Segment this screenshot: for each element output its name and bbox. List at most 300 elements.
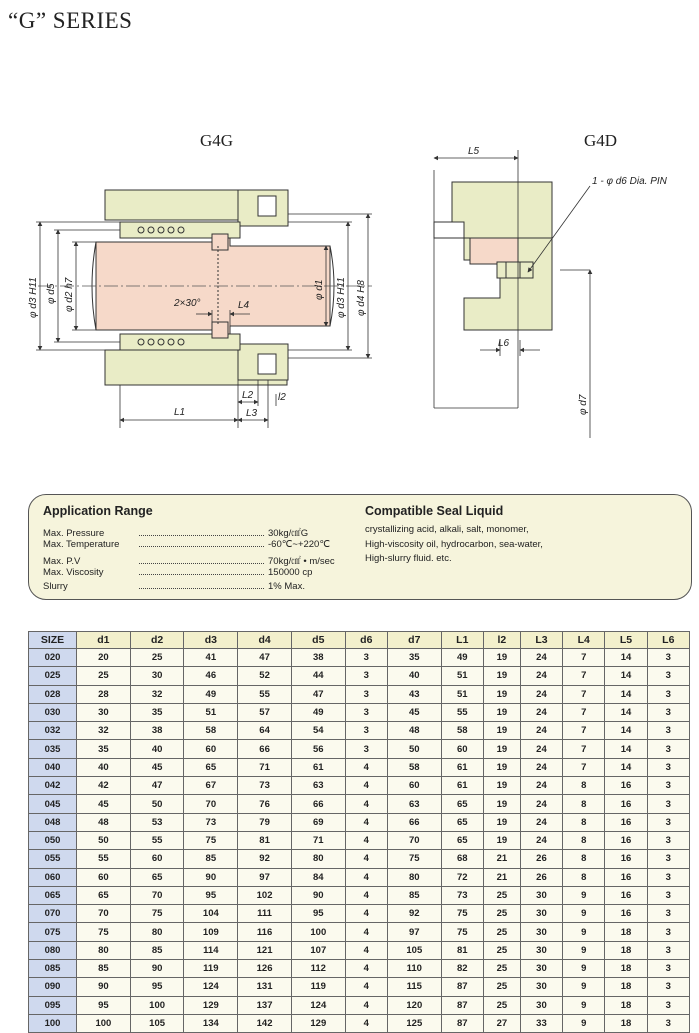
table-cell: 14 <box>605 703 647 721</box>
table-cell: 16 <box>605 777 647 795</box>
column-header-l1: L1 <box>441 632 483 649</box>
table-cell: 49 <box>441 649 483 667</box>
table-row <box>29 703 690 721</box>
table-cell: 84 <box>291 868 345 886</box>
dim-d3h11-left: φ d3 H11 <box>28 277 39 318</box>
table-cell: 18 <box>605 996 647 1014</box>
dim-l6: L6 <box>498 338 510 349</box>
table-cell: 69 <box>291 813 345 831</box>
table-cell: 3 <box>647 831 689 849</box>
compatible-line: crystallizing acid, alkali, salt, monomer, <box>365 524 529 535</box>
table-row <box>29 813 690 831</box>
table-cell: 19 <box>483 722 520 740</box>
table-cell: 97 <box>238 868 292 886</box>
app-row-value: 150000 cp <box>268 567 313 578</box>
table-cell: 24 <box>520 831 562 849</box>
dim-d2h7: φ d2 h7 <box>64 277 75 312</box>
table-cell: 92 <box>238 850 292 868</box>
table-cell: 3 <box>647 941 689 959</box>
table-cell: 24 <box>520 722 562 740</box>
table-cell: 52 <box>238 667 292 685</box>
table-cell: 7 <box>563 758 605 776</box>
table-cell: 19 <box>483 703 520 721</box>
table-cell: 14 <box>605 740 647 758</box>
table-cell: 3 <box>647 667 689 685</box>
table-cell: 50 <box>77 831 131 849</box>
table-cell: 70 <box>130 886 184 904</box>
table-cell: 4 <box>345 850 387 868</box>
app-row-slurry <box>43 581 305 592</box>
table-cell: 40 <box>130 740 184 758</box>
table-cell: 4 <box>345 1014 387 1032</box>
table-cell: 80 <box>291 850 345 868</box>
table-row <box>29 886 690 904</box>
size-cell: 035 <box>29 740 77 758</box>
table-cell: 66 <box>387 813 441 831</box>
table-cell: 131 <box>238 978 292 996</box>
table-cell: 30 <box>520 978 562 996</box>
compatible-liquid-list <box>365 523 543 567</box>
table-cell: 70 <box>184 795 238 813</box>
table-cell: 25 <box>483 996 520 1014</box>
table-cell: 95 <box>291 905 345 923</box>
table-cell: 120 <box>387 996 441 1014</box>
table-cell: 3 <box>647 978 689 996</box>
table-cell: 25 <box>483 978 520 996</box>
size-cell: 055 <box>29 850 77 868</box>
table-cell: 4 <box>345 813 387 831</box>
size-cell: 020 <box>29 649 77 667</box>
table-cell: 60 <box>387 777 441 795</box>
table-cell: 50 <box>130 795 184 813</box>
table-cell: 24 <box>520 758 562 776</box>
table-cell: 65 <box>441 831 483 849</box>
table-cell: 116 <box>238 923 292 941</box>
table-cell: 137 <box>238 996 292 1014</box>
table-cell: 8 <box>563 850 605 868</box>
table-cell: 19 <box>483 795 520 813</box>
table-cell: 107 <box>291 941 345 959</box>
table-cell: 16 <box>605 868 647 886</box>
table-cell: 49 <box>184 685 238 703</box>
size-cell: 025 <box>29 667 77 685</box>
table-cell: 47 <box>238 649 292 667</box>
g4g-label: G4G <box>200 131 234 150</box>
table-cell: 125 <box>387 1014 441 1032</box>
table-cell: 115 <box>387 978 441 996</box>
table-row <box>29 722 690 740</box>
app-row-value: 70kg/㎠ • m/sec <box>268 556 335 567</box>
table-cell: 92 <box>387 905 441 923</box>
table-cell: 63 <box>291 777 345 795</box>
table-cell: 60 <box>130 850 184 868</box>
table-cell: 9 <box>563 978 605 996</box>
table-cell: 85 <box>130 941 184 959</box>
table-cell: 24 <box>520 667 562 685</box>
page-title: “G” SERIES <box>8 8 133 33</box>
compatible-line: High-viscosity oil, hydrocarbon, sea-water, <box>365 538 543 550</box>
table-cell: 85 <box>77 960 131 978</box>
table-cell: 104 <box>184 905 238 923</box>
table-cell: 3 <box>345 667 387 685</box>
table-cell: 40 <box>77 758 131 776</box>
size-cell: 030 <box>29 703 77 721</box>
size-cell: 040 <box>29 758 77 776</box>
table-cell: 7 <box>563 703 605 721</box>
g4g-assembly <box>92 190 334 385</box>
size-cell: 075 <box>29 923 77 941</box>
table-cell: 3 <box>647 850 689 868</box>
table-cell: 70 <box>387 831 441 849</box>
table-cell: 4 <box>345 758 387 776</box>
table-cell: 100 <box>77 1014 131 1032</box>
table-cell: 119 <box>184 960 238 978</box>
table-cell: 3 <box>647 996 689 1014</box>
table-cell: 75 <box>130 905 184 923</box>
application-range-box <box>28 494 692 600</box>
table-cell: 85 <box>387 886 441 904</box>
size-cell: 060 <box>29 868 77 886</box>
app-row-temperature <box>43 539 330 550</box>
compatible-line: High-slurry fluid. etc. <box>365 553 452 564</box>
table-cell: 49 <box>291 703 345 721</box>
table-cell: 18 <box>605 978 647 996</box>
table-cell: 81 <box>441 941 483 959</box>
table-cell: 32 <box>130 685 184 703</box>
size-cell: 085 <box>29 960 77 978</box>
table-cell: 7 <box>563 649 605 667</box>
table-cell: 30 <box>520 996 562 1014</box>
table-cell: 66 <box>291 795 345 813</box>
column-header-l5: L5 <box>605 632 647 649</box>
dim-l3: L3 <box>246 408 258 419</box>
table-cell: 51 <box>441 685 483 703</box>
table-cell: 56 <box>291 740 345 758</box>
table-cell: 70 <box>77 905 131 923</box>
column-header-d2: d2 <box>130 632 184 649</box>
table-cell: 19 <box>483 649 520 667</box>
table-cell: 61 <box>441 758 483 776</box>
table-cell: 19 <box>483 813 520 831</box>
table-cell: 60 <box>77 868 131 886</box>
app-row-key: Max. Temperature <box>43 539 268 550</box>
table-cell: 61 <box>291 758 345 776</box>
table-cell: 3 <box>345 649 387 667</box>
table-cell: 47 <box>130 777 184 795</box>
column-header-d7: d7 <box>387 632 441 649</box>
table-cell: 9 <box>563 996 605 1014</box>
app-row-key: Max. Viscosity <box>43 567 268 578</box>
table-cell: 19 <box>483 685 520 703</box>
table-cell: 14 <box>605 722 647 740</box>
table-cell: 61 <box>441 777 483 795</box>
table-cell: 30 <box>520 886 562 904</box>
table-cell: 110 <box>387 960 441 978</box>
table-cell: 7 <box>563 685 605 703</box>
table-cell: 60 <box>441 740 483 758</box>
size-cell: 065 <box>29 886 77 904</box>
table-cell: 112 <box>291 960 345 978</box>
table-cell: 16 <box>605 831 647 849</box>
table-cell: 16 <box>605 795 647 813</box>
table-cell: 19 <box>483 758 520 776</box>
seal-drawing <box>0 110 699 440</box>
table-cell: 18 <box>605 923 647 941</box>
table-cell: 87 <box>441 978 483 996</box>
table-cell: 66 <box>238 740 292 758</box>
table-cell: 58 <box>387 758 441 776</box>
application-range-heading: Application Range <box>43 504 153 518</box>
table-cell: 58 <box>441 722 483 740</box>
size-cell: 048 <box>29 813 77 831</box>
table-cell: 75 <box>77 923 131 941</box>
table-cell: 3 <box>647 722 689 740</box>
dim-d1: φ d1 <box>314 279 325 300</box>
table-cell: 4 <box>345 795 387 813</box>
dim-l1: L1 <box>174 407 186 418</box>
app-row-key: Slurry <box>43 581 268 592</box>
table-cell: 9 <box>563 941 605 959</box>
table-cell: 55 <box>77 850 131 868</box>
table-cell: 87 <box>441 1014 483 1032</box>
table-cell: 121 <box>238 941 292 959</box>
app-row-value: -60℃~+220℃ <box>268 539 331 550</box>
table-row <box>29 960 690 978</box>
pin-label: 1 - φ d6 Dia. PIN <box>592 176 667 187</box>
table-row <box>29 996 690 1014</box>
table-cell: 73 <box>238 777 292 795</box>
size-cell: 045 <box>29 795 77 813</box>
dimension-table <box>28 631 690 1033</box>
table-cell: 16 <box>605 850 647 868</box>
table-cell: 30 <box>520 941 562 959</box>
table-cell: 65 <box>77 886 131 904</box>
table-cell: 7 <box>563 667 605 685</box>
table-row <box>29 923 690 941</box>
table-cell: 55 <box>238 685 292 703</box>
table-cell: 90 <box>77 978 131 996</box>
table-cell: 8 <box>563 831 605 849</box>
table-cell: 134 <box>184 1014 238 1032</box>
table-header-row <box>29 632 690 649</box>
table-cell: 3 <box>647 795 689 813</box>
size-cell: 080 <box>29 941 77 959</box>
table-cell: 102 <box>238 886 292 904</box>
table-cell: 8 <box>563 813 605 831</box>
table-cell: 30 <box>77 703 131 721</box>
dim-l4: L4 <box>238 300 250 311</box>
column-header-d4: d4 <box>238 632 292 649</box>
table-cell: 65 <box>184 758 238 776</box>
table-cell: 3 <box>647 685 689 703</box>
app-row-pressure <box>43 525 308 539</box>
g4d-assembly <box>434 182 552 330</box>
table-cell: 14 <box>605 667 647 685</box>
table-cell: 109 <box>184 923 238 941</box>
column-header-d3: d3 <box>184 632 238 649</box>
table-cell: 14 <box>605 685 647 703</box>
table-cell: 105 <box>130 1014 184 1032</box>
column-header-l3: L3 <box>520 632 562 649</box>
table-cell: 28 <box>77 685 131 703</box>
table-row <box>29 868 690 886</box>
size-cell: 100 <box>29 1014 77 1032</box>
table-cell: 90 <box>184 868 238 886</box>
table-cell: 50 <box>387 740 441 758</box>
table-cell: 9 <box>563 923 605 941</box>
size-cell: 042 <box>29 777 77 795</box>
table-cell: 20 <box>77 649 131 667</box>
table-cell: 25 <box>483 941 520 959</box>
table-cell: 30 <box>520 905 562 923</box>
table-cell: 25 <box>483 886 520 904</box>
column-header-d5: d5 <box>291 632 345 649</box>
table-cell: 81 <box>238 831 292 849</box>
dim-d5: φ d5 <box>46 283 57 304</box>
table-cell: 100 <box>291 923 345 941</box>
table-cell: 3 <box>647 740 689 758</box>
table-cell: 26 <box>520 850 562 868</box>
table-cell: 53 <box>130 813 184 831</box>
table-cell: 4 <box>345 777 387 795</box>
table-cell: 16 <box>605 886 647 904</box>
table-cell: 4 <box>345 868 387 886</box>
g4d-label: G4D <box>584 131 618 150</box>
table-cell: 30 <box>520 960 562 978</box>
table-cell: 8 <box>563 795 605 813</box>
table-body <box>29 649 690 1033</box>
table-cell: 19 <box>483 667 520 685</box>
table-cell: 3 <box>647 777 689 795</box>
table-row <box>29 941 690 959</box>
table-cell: 80 <box>77 941 131 959</box>
table-cell: 124 <box>184 978 238 996</box>
table-cell: 73 <box>441 886 483 904</box>
dim-small-l2: l2 <box>278 392 286 403</box>
size-cell: 028 <box>29 685 77 703</box>
table-cell: 3 <box>647 905 689 923</box>
app-row-key: Max. P.V <box>43 556 268 567</box>
table-cell: 124 <box>291 996 345 1014</box>
table-cell: 75 <box>387 850 441 868</box>
dim-d3h11-right: φ d3 H11 <box>336 277 347 318</box>
table-cell: 75 <box>441 923 483 941</box>
column-header-l6: L6 <box>647 632 689 649</box>
table-cell: 71 <box>291 831 345 849</box>
table-cell: 4 <box>345 960 387 978</box>
table-cell: 8 <box>563 868 605 886</box>
table-row <box>29 667 690 685</box>
table-cell: 47 <box>291 685 345 703</box>
table-row <box>29 1014 690 1032</box>
table-cell: 35 <box>77 740 131 758</box>
table-cell: 16 <box>605 905 647 923</box>
table-cell: 41 <box>184 649 238 667</box>
table-cell: 43 <box>387 685 441 703</box>
dim-l5: L5 <box>468 146 480 157</box>
app-row-viscosity <box>43 567 312 578</box>
table-cell: 87 <box>441 996 483 1014</box>
table-row <box>29 777 690 795</box>
size-cell: 050 <box>29 831 77 849</box>
table-cell: 18 <box>605 941 647 959</box>
table-cell: 85 <box>184 850 238 868</box>
table-cell: 95 <box>130 978 184 996</box>
table-cell: 45 <box>387 703 441 721</box>
table-cell: 4 <box>345 978 387 996</box>
table-cell: 65 <box>441 813 483 831</box>
table-cell: 32 <box>77 722 131 740</box>
table-cell: 30 <box>130 667 184 685</box>
table-cell: 48 <box>77 813 131 831</box>
table-row <box>29 649 690 667</box>
table-cell: 35 <box>130 703 184 721</box>
table-cell: 25 <box>77 667 131 685</box>
table-cell: 119 <box>291 978 345 996</box>
table-cell: 3 <box>647 649 689 667</box>
table-cell: 79 <box>238 813 292 831</box>
table-cell: 111 <box>238 905 292 923</box>
table-cell: 42 <box>77 777 131 795</box>
table-cell: 51 <box>441 667 483 685</box>
table-cell: 51 <box>184 703 238 721</box>
table-cell: 72 <box>441 868 483 886</box>
compatible-liquid-heading: Compatible Seal Liquid <box>365 504 504 518</box>
table-cell: 57 <box>238 703 292 721</box>
table-row <box>29 758 690 776</box>
table-cell: 26 <box>520 868 562 886</box>
table-cell: 58 <box>184 722 238 740</box>
table-cell: 24 <box>520 703 562 721</box>
table-cell: 3 <box>647 868 689 886</box>
table-cell: 3 <box>647 886 689 904</box>
table-cell: 24 <box>520 649 562 667</box>
table-cell: 14 <box>605 649 647 667</box>
table-cell: 129 <box>291 1014 345 1032</box>
app-row-pv <box>43 553 335 567</box>
table-cell: 8 <box>563 777 605 795</box>
table-cell: 7 <box>563 722 605 740</box>
table-cell: 3 <box>647 923 689 941</box>
table-cell: 114 <box>184 941 238 959</box>
table-cell: 3 <box>345 740 387 758</box>
table-cell: 38 <box>291 649 345 667</box>
table-cell: 3 <box>647 703 689 721</box>
table-cell: 3 <box>647 960 689 978</box>
table-cell: 45 <box>130 758 184 776</box>
table-cell: 3 <box>345 703 387 721</box>
table-cell: 24 <box>520 795 562 813</box>
table-cell: 90 <box>291 886 345 904</box>
column-header-l2: l2 <box>483 632 520 649</box>
table-cell: 100 <box>130 996 184 1014</box>
table-cell: 30 <box>520 923 562 941</box>
table-cell: 63 <box>387 795 441 813</box>
table-cell: 38 <box>130 722 184 740</box>
table-cell: 9 <box>563 905 605 923</box>
table-cell: 35 <box>387 649 441 667</box>
table-cell: 82 <box>441 960 483 978</box>
table-cell: 25 <box>483 905 520 923</box>
table-cell: 105 <box>387 941 441 959</box>
table-cell: 27 <box>483 1014 520 1032</box>
table-cell: 55 <box>130 831 184 849</box>
size-cell: 095 <box>29 996 77 1014</box>
column-header-d6: d6 <box>345 632 387 649</box>
app-row-value: 30kg/㎠G <box>268 528 309 539</box>
table-cell: 21 <box>483 868 520 886</box>
table-cell: 4 <box>345 905 387 923</box>
